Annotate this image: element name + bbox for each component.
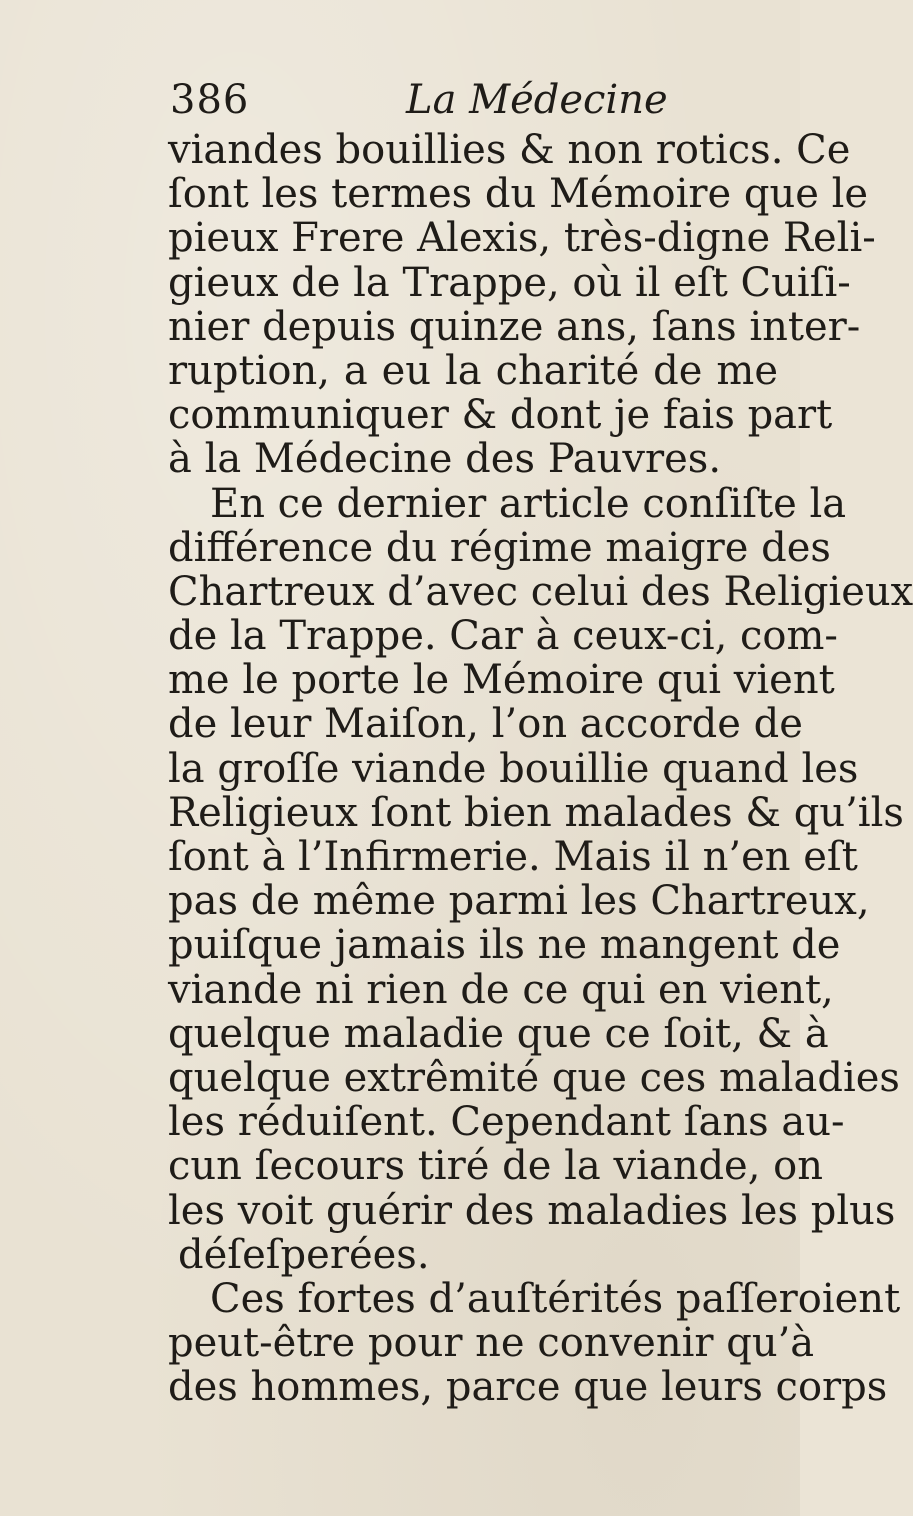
text-line: à la Médecine des Pauvres. [168, 436, 722, 483]
text-line: peut-être pour ne convenir qu’à [168, 1320, 815, 1367]
text-line: viandes bouillies & non rotics. Ce [168, 127, 851, 173]
text-line: quelque extrêmité que ces maladies [168, 1054, 900, 1101]
text-line: communiquer & dont je fais part [168, 392, 833, 439]
text-line: déſeſperées. [178, 1231, 430, 1278]
running-title: La Médecine [406, 77, 668, 123]
text-line: nier depuis quinze ans, ſans inter- [168, 303, 861, 350]
text-line: ſont à l’Infirmerie. Mais il n’en eſt [168, 834, 858, 880]
text-line: ruption, a eu la charité de me [168, 347, 778, 394]
text-line: différence du régime maigre des [168, 524, 831, 571]
page-header [170, 72, 770, 128]
text-line: la groſſe viande bouillie quand les [168, 745, 859, 792]
text-line: viande ni rien de ce qui en vient, [168, 966, 834, 1013]
text-line: de la Trappe. Car à ceux-ci, com- [168, 613, 838, 660]
text-line: En ce dernier article conſiſte la [210, 480, 847, 527]
text-line: Religieux ſont bien malades & qu’ils [168, 789, 904, 836]
text-line: quelque maladie que ce ſoit, & à [168, 1010, 829, 1057]
text-line: pas de même parmi les Chartreux, [168, 878, 870, 925]
text-line: des hommes, parce que leurs corps [168, 1364, 888, 1411]
text-line: gieux de la Trappe, où il eſt Cuiſi- [168, 259, 851, 306]
text-line: cun ſecours tiré de la viande, on [168, 1143, 823, 1190]
text-line: les réduiſent. Cependant ſans au- [168, 1099, 845, 1146]
text-line: de leur Maiſon, l’on accorde de [168, 701, 803, 748]
text-line: puiſque jamais ils ne mangent de [168, 922, 841, 969]
text-line: Ces fortes d’auſtérités paſſeroient [210, 1275, 901, 1322]
body-text [168, 127, 913, 1411]
page-number: 386 [170, 77, 250, 123]
text-line: me le porte le Mémoire qui vient [168, 657, 835, 704]
text-line: Chartreux d’avec celui des Religieux [168, 568, 913, 615]
text-line: ſont les termes du Mémoire que le [168, 171, 869, 218]
text-line: les voit guérir des maladies les plus [168, 1187, 896, 1234]
text-line: pieux Frere Alexis, très-digne Reli- [168, 215, 876, 262]
